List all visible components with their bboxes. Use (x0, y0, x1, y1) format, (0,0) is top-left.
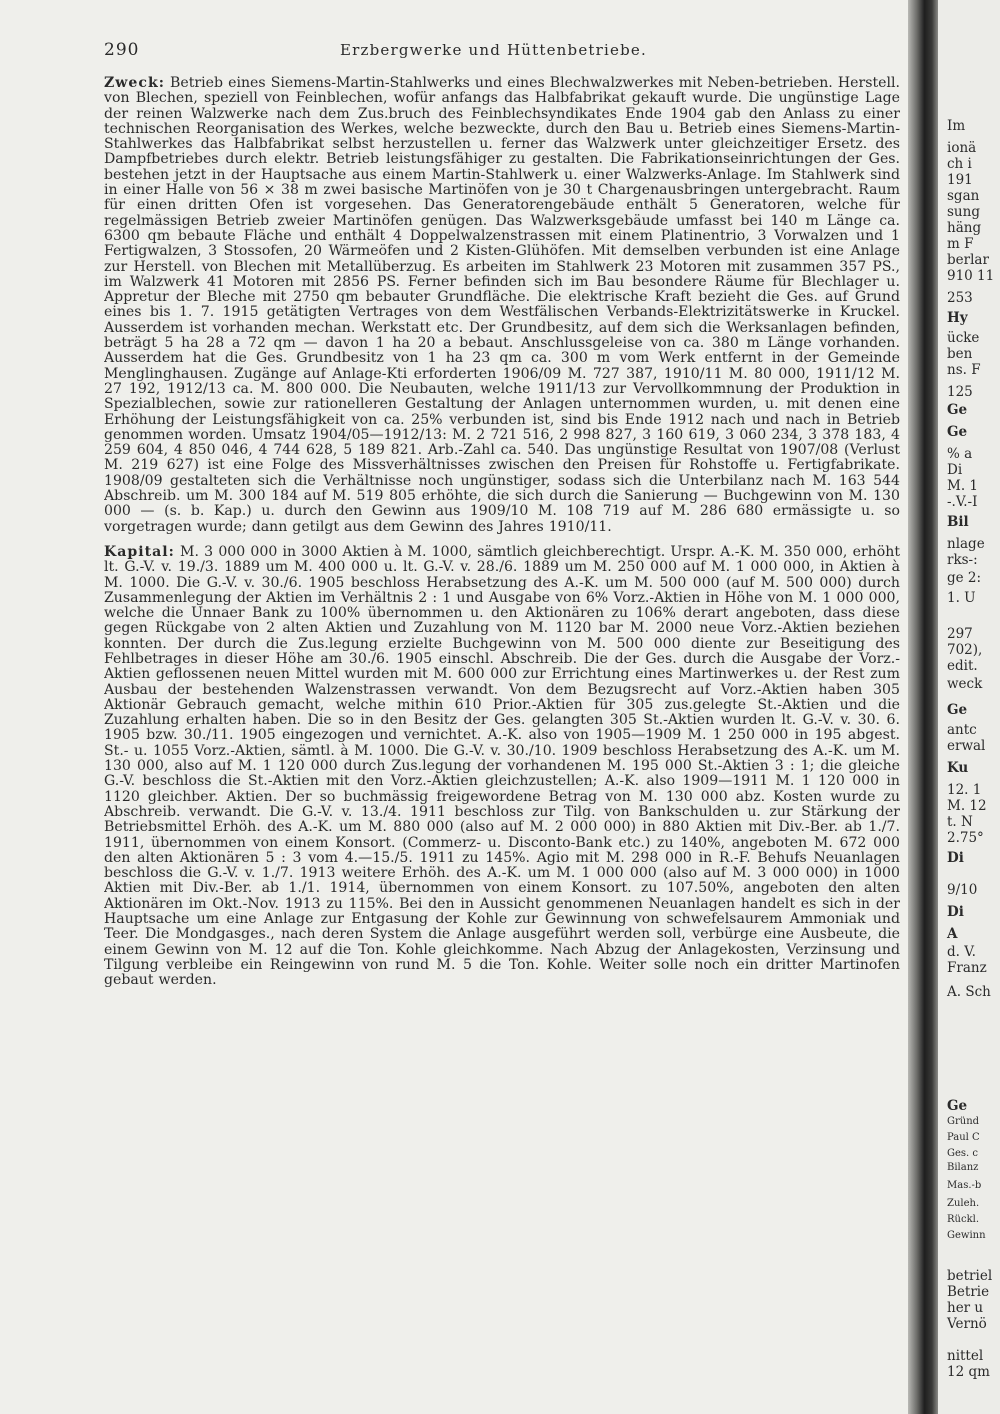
running-title: Erzbergwerke und Hüttenbetriebe. (340, 41, 647, 59)
fragment: berlar (947, 252, 989, 268)
fragment: 253 (947, 290, 973, 306)
fragment: t. N (947, 814, 973, 830)
fragment: Ge (947, 1098, 968, 1114)
fragment: Bil (947, 514, 969, 530)
paragraph-zweck (104, 76, 900, 535)
fragment: ge 2: (947, 570, 982, 586)
fragment: 2.75° (947, 830, 984, 846)
fragment: Franz (947, 960, 987, 976)
fragment: Ku (947, 760, 969, 776)
fragment: Hy (947, 310, 968, 326)
fragment: A (947, 926, 958, 942)
fragment: 1. U (947, 590, 976, 606)
fragment: her u (947, 1300, 984, 1316)
fragment: % a (947, 446, 973, 462)
fragment: 910 11 (947, 268, 995, 284)
adjacent-page-edge (938, 0, 1000, 1414)
fragment: betriel (947, 1268, 993, 1284)
fragment: Ge (947, 424, 968, 440)
fragment: sung (947, 204, 980, 220)
page-number: 290 (104, 40, 140, 60)
fragment: häng (947, 220, 982, 236)
fragment: Ge (947, 402, 968, 418)
zweck-heading: Zweck: (104, 76, 165, 91)
fragment: Di (947, 850, 964, 866)
fragment: 702), (947, 642, 983, 658)
fragment: m F (947, 236, 974, 252)
fragment: antc (947, 722, 977, 738)
fragment: Paul C (947, 1132, 980, 1143)
fragment: Rückl. (947, 1214, 980, 1225)
kapital-text: M. 3 000 000 in 3000 Aktien à M. 1000, sämtlich gleichberechtigt. Urspr. A.-K. M. 350 000, erhöht lt. G.-V. v. 19./3. 1889 um M. 400 000 u. lt. G.-V. v. 28./6. 1889 um M. 250 000 auf M. 1 000 000, in Aktien à M. 1000. Die G.-V. v. 30./6. 1905 beschloss Herabsetzung des A.-K. um M. 500 000 (auf M. 500 000) durch Zusammenlegung der Aktien im Verhältnis 2 : 1 und Ausgabe von 6% Vorz.-Aktien in Höhe von M. 1 000 000, welche die Unnaer Bank zu 100% übernommen u. den Aktionären zu 106% derart angeboten, dass diese gegen Rückgabe von 2 alten Aktien und Zuzahlung von M. 1120 bar M. 2000 neue Vorz.-Aktien beziehen konnten. Der durch die Zus.legung erzielte Buchgewinn von M. 500 000 diente zur Beseitigung des Fehlbetrages in dieser Höhe am 30./6. 1905 einschl. Abschreib. Die der Ges. durch die Ausgabe der Vorz.-Aktien geflossenen neuen Mittel wurden mit M. 600 000 zur Errichtung eines Martinwerkes u. der Rest zum Ausbau der bestehenden Walzenstrassen verwandt. Von dem Bezugsrecht auf Vorz.-Aktien haben 305 Aktionär Gebrauch gemacht, welche mithin 610 Prior.-Aktien für 305 zus.gelegte St.-Aktien und die Zuzahlung erhalten haben. Die so in den Besitz der Ges. gelangten 305 St.-Aktien wurden lt. G.-V. v. 30. 6. 1905 bzw. 30./11. 1905 eingezogen und vernichtet. A.-K. also von 1905—1909 M. 1 250 000 in 195 abgest. St.- u. 1055 Vorz.-Aktien, sämtl. à M. 1000. Die G.-V. v. 30./10. 1909 beschloss Herabsetzung des A.-K. um M. 130 000, also auf M. 1 120 000 durch Zus.legung der vorhandenen M. 195 000 St.-Aktien 3 : 1; die gleiche G.-V. beschloss die St.-Aktien mit den Vorz.-Aktien gleichzustellen; A.-K. also 1909—1911 M. 1 120 000 in 1120 gleichber. Aktien. Der so buchmässig freigewordene Betrag von M. 130 000 abz. Kosten wurde zu Abschreib. verwandt. Die G.-V. v. 13./4. 1911 beschloss zur Tilg. von Bankschulden u. zur Stärkung der Betriebsmittel Erhöh. des A.-K. um M. 880 000 (also auf M. 2 000 000) in 880 Aktien mit Div.-Ber. ab 1./7. 1911, übernommen von einem Konsort. (Commerz- u. Disconto-Bank etc.) zu 140%, angeboten M. 672 000 den alten Aktionären 5 : 3 vom 4.—15./5. 1911 zu 145%. Agio mit M. 298 000 in R.-F. Behufs Neuanlagen beschloss die G.-V. v. 1./7. 1913 weitere Erhöh. des A.-K. um M. 1 000 000 (also auf M. 3 000 000) in 1000 Aktien mit Div.-Ber. ab 1./1. 1914, übernommen von einem Konsort. zu 107.50%, angeboten den alten Aktionären im Okt.-Nov. 1913 zu 115%. Bei den in Aussicht genommenen Neuanlagen handelt es sich in der Hauptsache um eine Anlage zur Entgasung der Kohle zur Gewinnung von schwefelsaurem Ammoniak und Teer. Die Mondgasges., nach deren System die Anlage ausgeführt werden soll, verbürge eine Ausbeute, die einem Gewinn von M. 12 auf die Ton. Kohle gleichkomme. Nach Abzug der Anlagekosten, Verzinsung und Tilgung verbleibe ein Reingewinn von rund M. 5 die Ton. Kohle. Weiter solle noch ein dritter Martinofen gebaut werden. (104, 543, 900, 989)
fragment: nittel (947, 1348, 984, 1364)
fragment: d. V. (947, 944, 976, 960)
fragment: rks-: (947, 552, 978, 568)
paragraph-kapital (104, 545, 900, 989)
fragment: Gründ (947, 1116, 980, 1127)
body-text (104, 76, 900, 1336)
fragment: ns. F (947, 362, 981, 378)
fragment: Gewinn (947, 1230, 986, 1241)
fragment: Di (947, 462, 963, 478)
fragment: 12 qm (947, 1364, 990, 1380)
fragment: ben (947, 346, 973, 362)
fragment: weck (947, 676, 983, 692)
fragment: nlage (947, 536, 985, 552)
fragment: A. Sch (947, 984, 991, 1000)
fragment: 297 (947, 626, 973, 642)
running-head (0, 40, 908, 60)
fragment: Mas.-b (947, 1180, 982, 1191)
fragment: Ge (947, 702, 968, 718)
fragment: 12. 1 (947, 782, 982, 798)
fragment: ch i (947, 156, 972, 172)
fragment: 125 (947, 384, 973, 400)
fragment: ücke (947, 330, 980, 346)
fragment: edit. (947, 658, 978, 674)
fragment: M. 1 (947, 478, 978, 494)
book-gutter (908, 0, 938, 1414)
fragment: Zuleh. (947, 1198, 980, 1209)
fragment: -.V.-I (947, 494, 978, 510)
fragment: Vernö (947, 1316, 987, 1332)
fragment: Betrie (947, 1284, 990, 1300)
fragment: 9/10 (947, 882, 978, 898)
fragment: Im (947, 118, 966, 134)
fragment: erwal (947, 738, 986, 754)
fragment: 191 (947, 172, 973, 188)
fragment: Ges. c (947, 1148, 978, 1159)
fragment: Di (947, 904, 964, 920)
fragment: ionä (947, 140, 977, 156)
kapital-heading: Kapital: (104, 543, 175, 560)
zweck-text: Betrieb eines Siemens-Martin-Stahlwerks und eines Blechwalzwerkes mit Neben-betrieben. Herstell. von Blechen, speziell von Feinblechen, wofür anfangs das Halbfabrikat gekauft wurde. Die ungünstige Lage der reinen Walzwerke nach dem Zus.bruch des Feinblechsyndikates Ende 1904 gab den Anlass zu einer technischen Reorganisation des Werkes, welche bezweckte, durch den Bau u. Betrieb eines Siemens-Martin-Stahlwerkes das Halbfabrikat selbst herzustellen u. ferner das Walzwerk unter gleichzeitiger Ersetz. des Dampfbetriebes durch elektr. Betrieb leistungsfähiger zu gestalten. Die Fabrikationseinrichtungen der Ges. bestehen jetzt in der Hauptsache aus einem Martin-Stahlwerk u. einer Walzwerks-Anlage. Im Stahlwerk sind in einer Halle von 56 × 38 m zwei basische Martinöfen von je 30 t Chargenausbringen untergebracht. Raum für einen dritten Ofen ist vorgesehen. Das Generatorengebäude enthält 5 Generatoren, welche für regelmässigen Betrieb zweier Martinöfen genügen. Das Walzwerksgebäude umfasst bei 140 m Länge ca. 6300 qm bebaute Fläche und enthält 4 Doppelwalzenstrassen mit einem Platinentrio, 3 Vorwalzen und 1 Fertigwalzen, 3 Stossofen, 20 Wärmeöfen und 2 Kisten-Glühöfen. Mit demselben verbunden ist eine Anlage zur Herstell. von Blechen mit Metallüberzug. Es arbeiten im Stahlwerk 23 Motoren mit zusammen 357 PS., im Walzwerk 41 Motoren mit 2856 PS. Ferner befinden sich im Bau besondere Räume für Blechlager u. Appretur der Bleche mit 2750 qm bebauter Grundfläche. Die elektrische Kraft bezieht die Ges. auf Grund eines bis 1. 7. 1915 getätigten Vertrages von dem Westfälischen Verbands-Elektrizitätswerke in Kruckel. Ausserdem ist vorhanden mechan. Werkstatt etc. Der Grundbesitz, auf dem sich die Werksanlagen befinden, beträgt 5 ha 28 a 72 qm — davon 1 ha 20 a bebaut. Anschlussgeleise von ca. 380 m Länge vorhanden. Ausserdem hat die Ges. Grundbesitz von 1 ha 23 qm ca. 300 m vom Werk entfernt in der Gemeinde Menglinghausen. Zugänge auf Anlage-Kti erforderten 1906/09 M. 727 387, 1910/11 M. 80 000, 1911/12 M. 27 192, 1912/13 ca. M. 800 000. Die Neubauten, welche 1911/13 zur Vervollkommnung der Produktion in Spezialblechen, sowie zur rationelleren Gestaltung der Anlagen unternommen wurden, u. mit denen eine Erhöhung der Leistungsfähigkeit von ca. 25% verbunden ist, sind bis Ende 1912 nach und nach in Betrieb genommen worden. Umsatz 1904/05—1912/13: M. 2 721 516, 2 998 827, 3 160 619, 3 060 234, 3 378 183, 4 259 604, 4 850 046, 4 744 628, 5 189 821. Arb.-Zahl ca. 540. Das ungünstige Resultat von 1907/08 (Verlust M. 219 627) ist eine Folge des Missverhältnisses zwischen den Preisen für Rohstoffe u. Fertigfabrikate. 1908/09 gestalteten sich die Verhältnisse noch ungünstiger, sodass sich die Unterbilanz nach M. 163 544 Abschreib. um M. 300 184 auf M. 519 805 erhöhte, die sich durch die Sanierung — Buchgewinn von M. 130 000 — (s. b. Kap.) u. durch den Gewinn aus 1909/10 M. 108 719 auf M. 286 680 ermässigte u. so vorgetragen wurde; dann getilgt aus dem Gewinn des Jahres 1910/11. (104, 76, 900, 535)
fragment: M. 12 (947, 798, 987, 814)
fragment: Bilanz (947, 1162, 979, 1173)
fragment: sgan (947, 188, 980, 204)
